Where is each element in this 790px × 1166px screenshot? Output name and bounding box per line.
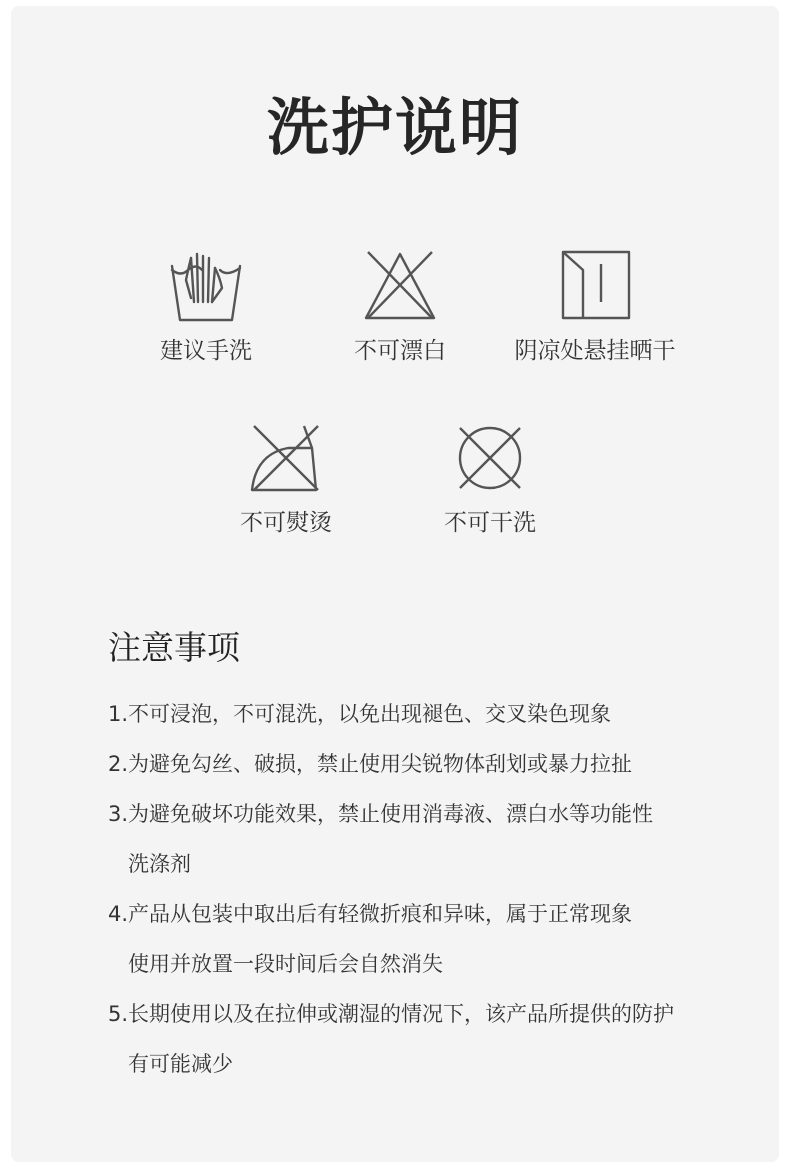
notes-title: 注意事项 — [108, 628, 240, 667]
note-line: 5.长期使用以及在拉伸或潮湿的情况下，该产品所提供的防护 — [108, 1002, 675, 1026]
no-bleach-icon — [360, 246, 440, 324]
note-line: 1.不可浸泡，不可混洗，以免出现褪色、交叉染色现象 — [108, 702, 612, 726]
care-item-no-dry-clean — [370, 418, 610, 538]
note-line: 2.为避免勾丝、破损，禁止使用尖锐物体刮划或暴力拉扯 — [108, 752, 633, 776]
care-item-line-dry-shade — [475, 246, 715, 366]
line-dry-shade-icon — [555, 246, 635, 324]
hand-wash-icon — [166, 246, 246, 324]
care-card — [11, 6, 779, 1162]
page-title: 洗护说明 — [266, 91, 523, 164]
care-label: 阴凉处悬挂晒干 — [514, 338, 676, 364]
care-label: 建议手洗 — [160, 338, 252, 364]
note-line: 4.产品从包装中取出后有轻微折痕和异味，属于正常现象 — [108, 902, 633, 926]
note-line: 3.为避免破坏功能效果，禁止使用消毒液、漂白水等功能性 — [108, 802, 654, 826]
notes-list — [108, 694, 748, 1094]
care-label: 不可漂白 — [354, 338, 446, 364]
note-line-continued: 洗涤剂 — [128, 852, 191, 876]
note-line-continued: 有可能减少 — [128, 1052, 233, 1076]
no-dry-clean-icon — [450, 418, 530, 496]
care-label: 不可干洗 — [444, 510, 536, 536]
no-iron-icon — [246, 418, 326, 496]
care-label: 不可熨烫 — [240, 510, 332, 536]
note-line-continued: 使用并放置一段时间后会自然消失 — [128, 952, 443, 976]
